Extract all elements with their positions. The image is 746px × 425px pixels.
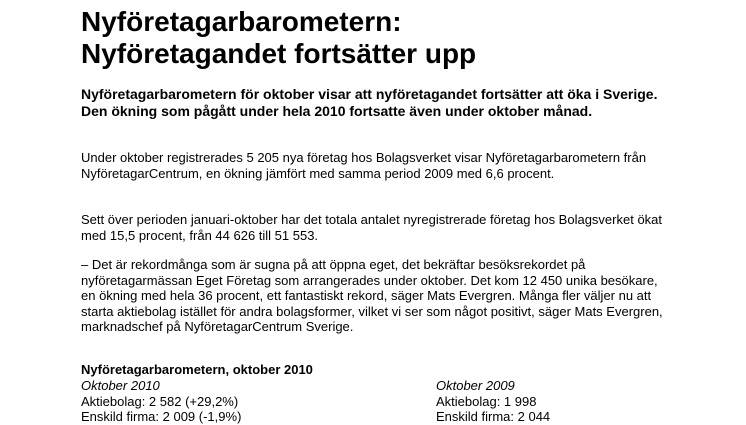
lead-paragraph: Nyföretagarbarometern för oktober visar att nyföretagandet fortsätter att öka i Sverige. Den ökning som pågått under hela 2010 fortsatte även under oktober månad.	[81, 86, 658, 119]
stats-title: Nyföretagarbarometern, oktober 2010	[81, 362, 313, 377]
stats-2009-aktiebolag: Aktiebolag: 1 998	[436, 393, 537, 409]
title-line-2: Nyföretagandet fortsätter upp	[81, 38, 477, 69]
stats-column-2009	[436, 378, 550, 425]
stats-2009-enskild-firma: Enskild firma: 2 044	[436, 409, 551, 424]
stats-2010-aktiebolag: Aktiebolag: 2 582 (+29,2%)	[81, 393, 239, 409]
body-paragraph-2: Sett över perioden januari-oktober har det totala antalet nyregistrerade företag hos Bolagsverket ökat med 15,5 procent, från 44 626 till 51 553.	[81, 212, 663, 243]
page-title	[81, 6, 476, 70]
title-line-1: Nyföretagarbarometern:	[81, 6, 402, 37]
stats-2009-heading: Oktober 2009	[436, 378, 515, 393]
body-paragraph-1: Under oktober registrerades 5 205 nya företag hos Bolagsverket visar Nyföretagarbarometern från NyföretagarCentrum, en ökning jämfört med samma period 2009 med 6,6 procent.	[81, 150, 647, 181]
body-paragraph-3: – Det är rekordmånga som är sugna på att öppna eget, det bekräftar besöksrekordet på nyföretagarmässan Eget Företag som arrangerades under oktober. Det kom 12 450 unika besökare, en ökning med hela 36 procent, ett fantastiskt rekord, säger Mats Evergren. Många fler väljer nu att starta aktiebolag istället för andra bolagsformer, vilket vi ser som något positivt, säger Mats Evergren, marknadschef på NyföretagarCentrum Sverige.	[81, 257, 663, 334]
stats-2010-enskild-firma: Enskild firma: 2 009 (-1,9%)	[81, 409, 242, 424]
stats-2010-heading: Oktober 2010	[81, 378, 160, 393]
stats-column-2010	[81, 378, 241, 425]
